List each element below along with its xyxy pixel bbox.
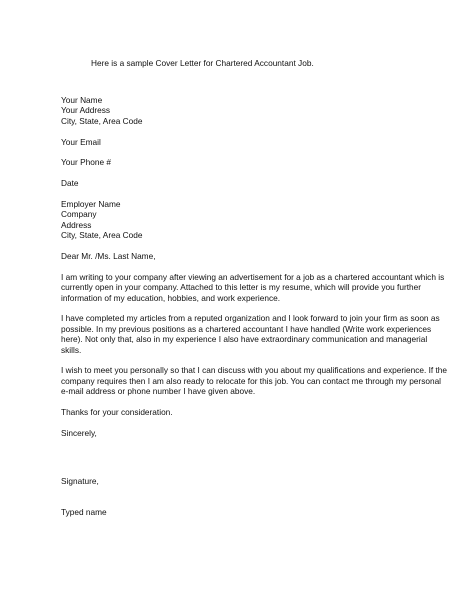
letter-date: Date (61, 178, 79, 189)
sender-city-state-zip: City, State, Area Code (61, 115, 143, 126)
paragraph-line: I wish to meet you personally so that I can discuss with you about my qualifications and experience. If the (61, 365, 448, 376)
sender-email: Your Email (61, 136, 101, 147)
salutation: Dear Mr. /Ms. Last Name, (61, 251, 156, 262)
paragraph-line: information of my education, hobbies, and work experience. (61, 292, 281, 303)
typed-name: Typed name (61, 506, 107, 517)
sender-block (61, 95, 421, 168)
paragraph-3 (61, 365, 448, 397)
intro-line: Here is a sample Cover Letter for Chartered Accountant Job. (91, 58, 314, 68)
employer-city-state-zip: City, State, Area Code (61, 230, 143, 241)
closing: Sincerely, (61, 427, 97, 438)
employer-address: Address (61, 219, 92, 230)
employer-name: Employer Name (61, 199, 121, 209)
paragraph-line: I am writing to your company after viewing an advertisement for a job as a chartered accountant which is (61, 271, 445, 282)
letter-body (61, 95, 448, 517)
paragraph-line: e-mail address or phone number I have given above. (61, 386, 256, 397)
paragraph-line: here). Not only that, also in my experience I also have extraordinary communication and managerial (61, 334, 428, 345)
employer-company: Company (61, 209, 97, 220)
paragraph-1 (61, 271, 445, 303)
thanks-line: Thanks for your consideration. (61, 407, 173, 418)
signature-line: Signature, (61, 476, 99, 487)
sender-name: Your Name (61, 95, 103, 105)
paragraph-2 (61, 313, 440, 355)
sender-address: Your Address (61, 105, 111, 116)
paragraph-line: possible. In my previous positions as a chartered accountant I have handled (Write work experiences (61, 323, 432, 334)
paragraph-line: currently open in your company. Attached to this letter is my resume, which will provide you further (61, 282, 421, 293)
employer-block (61, 199, 421, 241)
paragraph-line: company requires then I am also ready to relocate for this job. You can contact me through my personal (61, 375, 442, 386)
sender-phone: Your Phone # (61, 157, 111, 168)
paragraph-line: I have completed my articles from a reputed organization and I look forward to join your firm as soon as (61, 313, 440, 324)
paragraph-line: skills. (61, 344, 82, 355)
